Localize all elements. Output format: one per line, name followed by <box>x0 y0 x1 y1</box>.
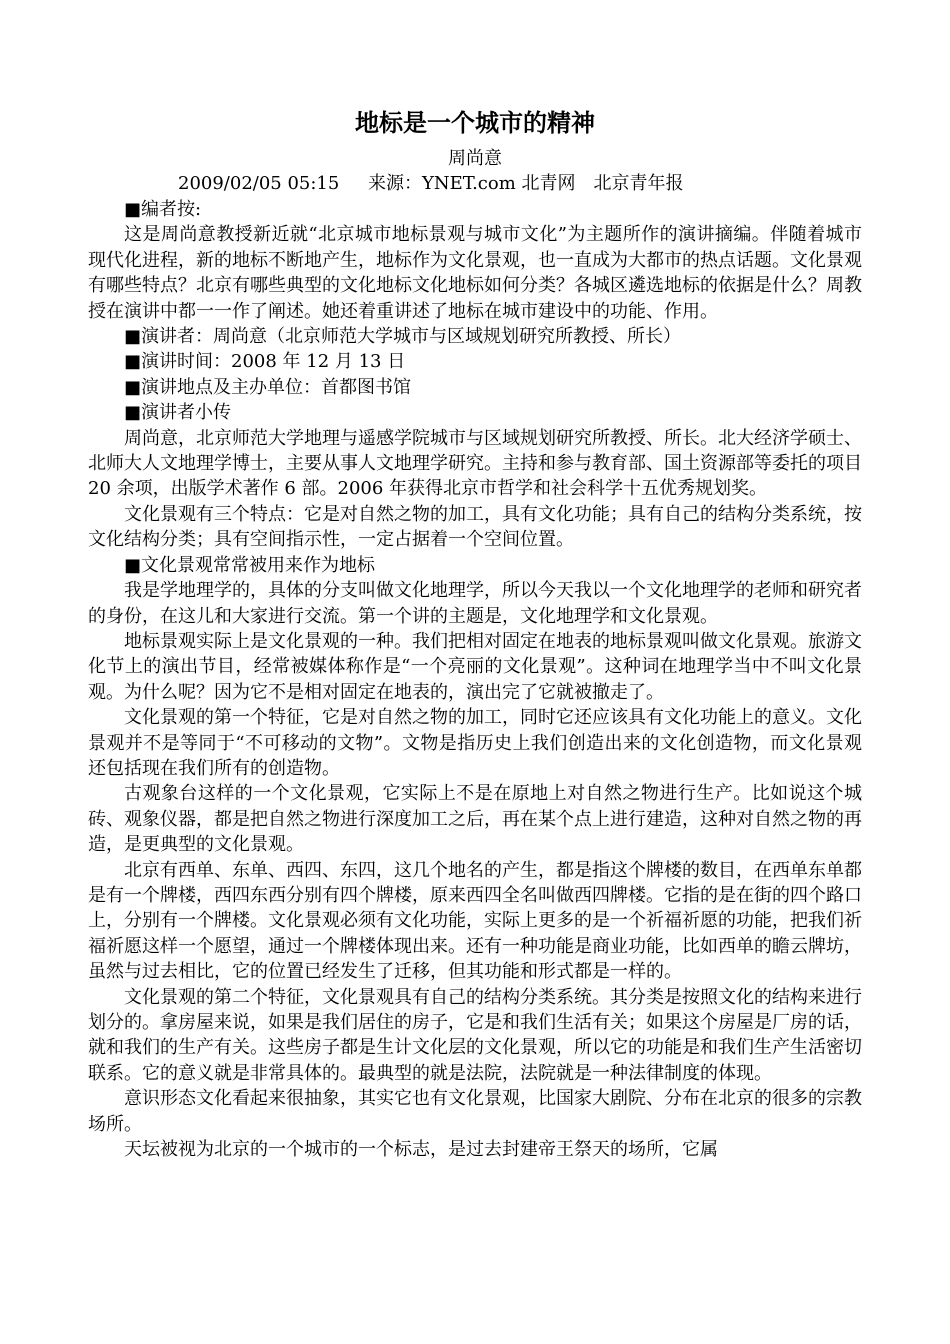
paragraph: 文化景观的第一个特征，它是对自然之物的加工，同时它还应该具有文化功能上的意义。文化景观并不是等同于“不可移动的文物”。文物是指历史上我们创造出来的文化创造物，而文化景观还包括现在我们所有的创造物。 <box>88 707 862 779</box>
lecture-time: ■演讲时间：2008 年 12 月 13 日 <box>124 351 406 373</box>
article-title: 地标是一个城市的精神 <box>355 108 595 137</box>
paragraph: 地标景观实际上是文化景观的一种。我们把相对固定在地表的地标景观叫做文化景观。旅游文化节上的演出节目，经常被媒体称作是“一个亮丽的文化景观”。这种词在地理学当中不叫文化景观。为什么呢？因为它不是相对固定在地表的，演出完了它就被撤走了。 <box>88 630 862 703</box>
article-body <box>88 197 862 1162</box>
section-heading: ■文化景观常常被用来作为地标 <box>124 554 376 576</box>
editor-note-heading: ■编者按: <box>124 199 202 220</box>
paragraph: 这是周尚意教授新近就“北京城市地标景观与城市文化”为主题所作的演讲摘编。伴随着城市现代化进程，新的地标不断地产生，地标作为文化景观，也一直成为大都市的热点话题。文化景观有哪些特点？北京有哪些典型的文化地标文化地标如何分类？各城区遴选地标的依据是什么？周教授在演讲中都一一作了阐述。她还着重讲述了地标在城市建设中的功能、作用。 <box>88 224 862 322</box>
paragraph: 文化景观有三个特点：它是对自然之物的加工，具有文化功能；具有自己的结构分类系统，按文化结构分类；具有空间指示性，一定占据着一个空间位置。 <box>88 503 862 551</box>
document-page <box>88 0 862 1344</box>
paragraph: 北京有西单、东单、西四、东四，这几个地名的产生，都是指这个牌楼的数目，在西单东单都是有一个牌楼，西四东西分别有四个牌楼，原来西四全名叫做西四牌楼。它指的是在街的四个路口上，分别有一个牌楼。文化景观必须有文化功能，实际上更多的是一个祈福祈愿的功能，把我们祈福祈愿这样一个愿望，通过一个牌楼体现出来。还有一种功能是商业功能，比如西单的瞻云牌坊，虽然与过去相比，它的位置已经发生了迁移，但其功能和形式都是一样的。 <box>88 859 862 983</box>
article-author: 周尚意 <box>448 148 502 169</box>
paragraph: 天坛被视为北京的一个城市的一个标志，是过去封建帝王祭天的场所，它属 <box>124 1139 718 1161</box>
paragraph: 周尚意，北京师范大学地理与遥感学院城市与区域规划研究所教授、所长。北大经济学硕士、北师大人文地理学博士，主要从事人文地理学研究。主持和参与教育部、国土资源部等委托的项目 20 余项，出版学术著作 6 部。2006 年获得北京市哲学和社会科学十五优秀规划奖。 <box>88 427 862 500</box>
speaker-info: ■演讲者：周尚意（北京师范大学城市与区域规划研究所教授、所长） <box>124 326 682 348</box>
paragraph: 我是学地理学的，具体的分支叫做文化地理学，所以今天我以一个文化地理学的老师和研究者的身份，在这儿和大家进行交流。第一个讲的主题是，文化地理学和文化景观。 <box>88 580 862 627</box>
paragraph: 文化景观的第二个特征，文化景观具有自己的结构分类系统。其分类是按照文化的结构来进行划分的。拿房屋来说，如果是我们居住的房子，它是和我们生活有关；如果这个房屋是厂房的话，就和我们的生产有关。这些房子都是生计文化层的文化景观，所以它的功能是和我们生产生活密切联系。它的意义就是非常具体的。最典型的就是法院，法院就是一种法律制度的体现。 <box>88 986 862 1084</box>
article-source: 来源：YNET.com 北青网 北京青年报 <box>367 173 684 194</box>
paragraph: 意识形态文化看起来很抽象，其实它也有文化景观，比国家大剧院、分布在北京的很多的宗教场所。 <box>88 1088 862 1135</box>
lecture-venue: ■演讲地点及主办单位：首都图书馆 <box>124 376 412 398</box>
paragraph: 古观象台这样的一个文化景观，它实际上不是在原地上对自然之物进行生产。比如说这个城砖、观象仪器，都是把自然之物进行深度加工之后，再在某个点上进行建造，这种对自然之物的再造，是更典型的文化景观。 <box>88 783 862 856</box>
article-meta <box>178 172 684 196</box>
speaker-bio-heading: ■演讲者小传 <box>124 402 232 424</box>
publish-date: 2009/02/05 05:15 <box>178 173 340 194</box>
